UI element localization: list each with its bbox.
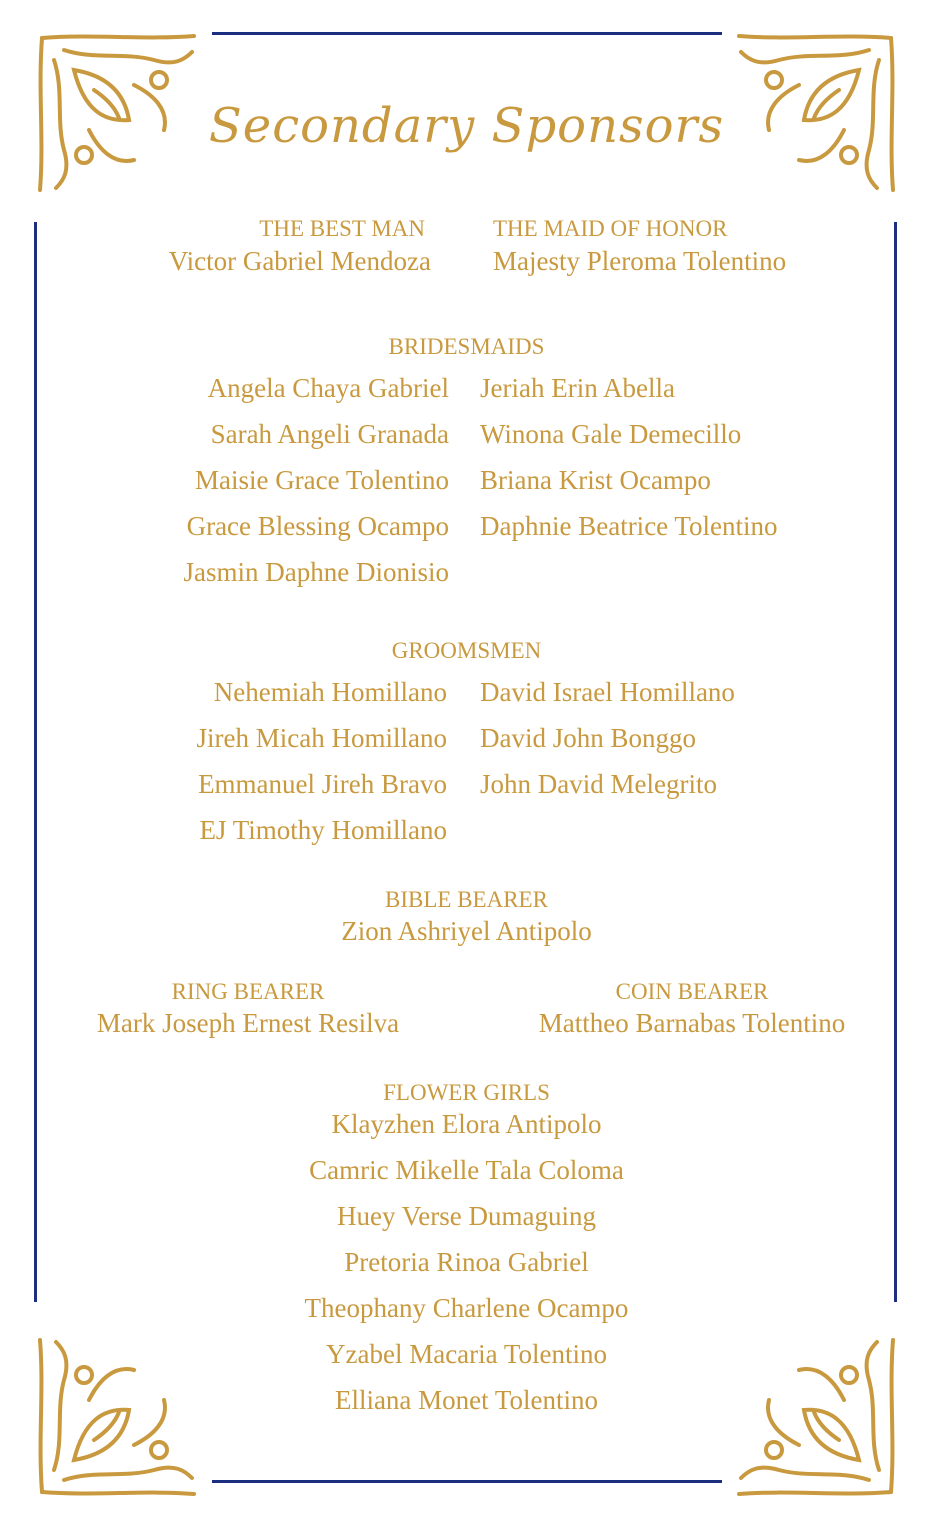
ring-bearer-label: RING BEARER bbox=[171, 979, 325, 1004]
list-item: Yzabel Macaria Tolentino bbox=[326, 1339, 607, 1369]
list-item: David John Bonggo bbox=[480, 723, 696, 753]
list-item: Theophany Charlene Ocampo bbox=[304, 1293, 629, 1323]
frame-bottom-line bbox=[212, 1480, 722, 1483]
list-item: EJ Timothy Homillano bbox=[199, 815, 447, 845]
list-item: Daphnie Beatrice Tolentino bbox=[480, 511, 778, 541]
list-item: Pretoria Rinoa Gabriel bbox=[344, 1247, 589, 1277]
bridesmaids-right-list bbox=[480, 372, 778, 556]
list-item: Briana Krist Ocampo bbox=[480, 465, 711, 495]
list-item: Camric Mikelle Tala Coloma bbox=[309, 1155, 624, 1185]
maid-of-honor-name: Majesty Pleroma Tolentino bbox=[493, 246, 787, 276]
bridesmaids-left-list bbox=[184, 372, 449, 602]
list-item: Nehemiah Homillano bbox=[213, 677, 447, 707]
bible-bearer-name: Zion Ashriyel Antipolo bbox=[341, 916, 592, 946]
list-item: Winona Gale Demecillo bbox=[480, 419, 742, 449]
maid-of-honor-label: THE MAID OF HONOR bbox=[493, 216, 728, 241]
bible-bearer-label: BIBLE BEARER bbox=[385, 887, 548, 912]
list-item: Jasmin Daphne Dionisio bbox=[183, 557, 449, 587]
page-title: Secondary Sponsors bbox=[208, 98, 725, 154]
list-item: John David Melegrito bbox=[480, 769, 717, 799]
coin-bearer-name: Mattheo Barnabas Tolentino bbox=[538, 1008, 846, 1038]
coin-bearer-label: COIN BEARER bbox=[615, 979, 769, 1004]
list-item: Huey Verse Dumaguing bbox=[337, 1201, 596, 1231]
flower-girls-label: FLOWER GIRLS bbox=[383, 1080, 550, 1105]
frame-top-line bbox=[212, 32, 722, 35]
groomsmen-left-list bbox=[197, 676, 447, 860]
list-item: Elliana Monet Tolentino bbox=[334, 1385, 599, 1415]
list-item: Maisie Grace Tolentino bbox=[194, 465, 449, 495]
list-item: Sarah Angeli Granada bbox=[210, 419, 449, 449]
list-item: Jeriah Erin Abella bbox=[480, 373, 675, 403]
ring-bearer-name: Mark Joseph Ernest Resilva bbox=[96, 1008, 400, 1038]
list-item: Grace Blessing Ocampo bbox=[186, 511, 449, 541]
groomsmen-label: GROOMSMEN bbox=[391, 638, 542, 663]
bridesmaids-label: BRIDESMAIDS bbox=[388, 334, 545, 359]
best-man-label: THE BEST MAN bbox=[259, 216, 425, 241]
list-item: Emmanuel Jireh Bravo bbox=[198, 769, 447, 799]
best-man-name: Victor Gabriel Mendoza bbox=[168, 246, 431, 276]
list-item: Angela Chaya Gabriel bbox=[207, 373, 449, 403]
flower-girls-list bbox=[0, 1108, 933, 1430]
list-item: Jireh Micah Homillano bbox=[196, 723, 447, 753]
list-item: David Israel Homillano bbox=[480, 677, 735, 707]
list-item: Klayzhen Elora Antipolo bbox=[331, 1109, 602, 1139]
groomsmen-right-list bbox=[480, 676, 735, 814]
